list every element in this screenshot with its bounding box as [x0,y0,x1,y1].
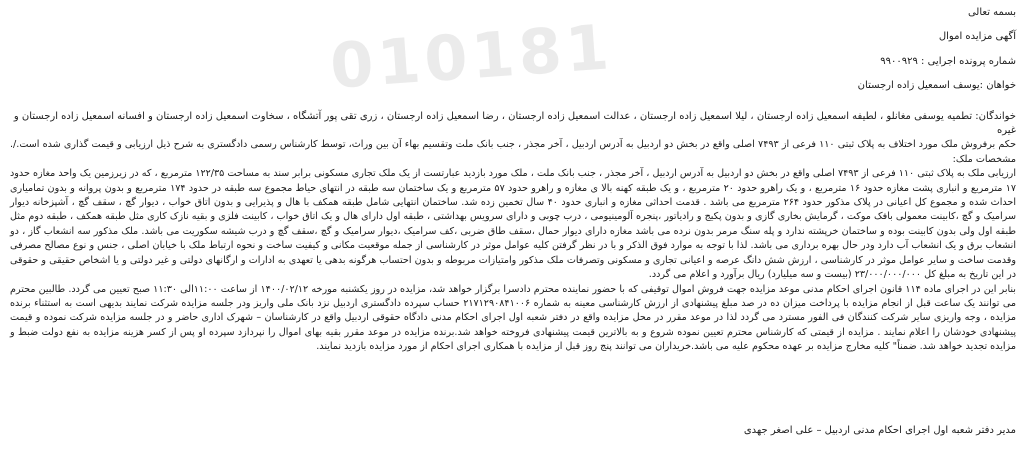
ruling-paragraph: حکم برفروش ملک مورد اختلاف به پلاک ثبتی ۱۱۰ فرعی از ۷۴۹۳ اصلی واقع در بخش دو اردبیل به آدرس اردبیل ، آخر مجذر ، جنب بانک ملت وتقسیم بهاء آن بین وراث، توسط کارشناس رسمی دادگستری به شرح ذیل ارزیابی و قیمت گذاری شده است./. مشخصات ملک: [10,139,1016,165]
case-number: شماره پرونده اجرایی : ۹۹۰۰۹۲۹ [880,55,1016,67]
defendants-line: خواندگان: تطمیه یوسفی مغانلو ، لطیفه اسمعیل زاده ارجستان ، لیلا اسمعیل زاده ارجستان ، عدالت اسمعیل زاده ارجستان ، رضا اسمعیل زاده ارجستان ، زری تقی پور آتشگاه ، سخاوت اسمعیل زاده ارجستان و افسانه اسمعیل زاده ارجستان و غیره [13,110,1016,137]
plaintiff-line: خواهان :یوسف اسمعیل زاده ارجستان [857,80,1016,92]
property-description: ارزیابی ملک به پلاک ثبتی ۱۱۰ فرعی از ۷۴۹۳ اصلی واقع در بخش دو اردبیل به آدرس اردبیل ، آخر مجذر ، جنب بانک ملت ، ملک مورد بازدید عبارتست از یک ملک تجاری مسکونی برابر سند به مساحت ۱۲۲/۳۵ مترمربع ، که در زیرزمین یک واحد مغازه حدود ۱۷ مترمربع و انباری پشت مغازه حدود ۱۶ مترمربع ، و یک راهرو حدود ۲۰ مترمربع ، و یک طبقه کهنه بالا ی مغازه و راهرو حدود ۵۷ مترمربع و یک ساختمان سه طبقه در انتهای حیاط مجموع سه طبقه در حدود ۱۷۴ مترمربع و بدون پروانه و بدون تمامیاری احداث شده و مجموع کل اعیانی در پلاک مذکور حدود ۲۶۴ مترمربع می باشد . قدمت احداثی مغازه و انباری حدود ۴۰ سال تخمین زده شد. ساختمان انتهایی شامل طبقه همکف با هال و پذیرایی و بدون اتاق خواب ، دیوار گچ ، سقف گچ ، آشپزخانه دیوار سرامیک و گچ ،کابینت معمولی بافک موکت ، گرمایش بخاری گازی و بدون پکیج و رادیاتور ،پنجره آلومینیومی ، درب چوبی و دارای سرویس بهداشتی ، طبقه اول دارای هال و یک اتاق خواب ، کابینت فلزی و بقیه نازک کاری مثل طبقه همکف ، طبقه دوم مثل طبقه اول ولی بدون کابینت بوده و ساختمان خرپشته ندارد و پله سنگ مرمر بدون نرده می باشد مغازه دارای دیوار حمال ،سقف طاق ضربی ،کف سرامیک ،دیوار سرامیک و گچ ،سقف گچ و درب شیشه سکوریت می باشد. ملک مذکور سه انشعاب گاز ، دو انشعاب برق و یک انشعاب آب دارد ودر حال بهره برداری می باشد. لذا با توجه به موارد فوق الذکر و با در نظر گرفتن کلیه عوامل موثر در کارشناسی از جمله موقعیت مکانی و کیفیت ساخت و نحوه ارتباط ملک با خیابان اصلی ، جنس و نوع مصالح مصرفی وقدمت ساخت و سایر عوامل موثر در کارشناسی ، ارزش شش دانگ عرصه و اعیانی تجاری و مسکونی وتصرفات ملک مذکور وامتیازات مربوطه و بدون احتساب هرگونه بدهی یا تعهدی به ادارات و ارگانهای دولتی و غیر دولتی و یا اشخاص حقیقی و حقوقی در این تاریخ به مبلغ کل ۲۳/۰۰۰/۰۰۰/۰۰۰ (بیست و سه میلیارد) ریال برآورد و اعلام می گردد. [10,168,1017,281]
signature-line: مدیر دفتر شعبه اول اجرای احکام مدنی اردبیل – علی اصغر جهدی [743,425,1016,436]
watermark-logo: 010181 [327,10,616,103]
notice-title: آگهی مزایده اموال [938,31,1016,43]
bismillah-heading: بسمه تعالی [967,7,1016,18]
auction-terms: بنابر این در اجرای ماده ۱۱۴ قانون اجرای احکام مدنی موعد مزایده جهت فروش اموال توقیفی که با حضور نماینده محترم دادسرا برگزار خواهد شد، مزایده در روز یکشنبه مورخه ۱۴۰۰/۰۲/۱۲ از ساعت ۱۱:۰۰الی ۱۱:۳۰ صبح تعیین می گردد. طالبین محترم می توانند یک ساعت قبل از انجام مزایده با پرداخت میزان ده در صد مبلغ پیشنهادی از ارزش کارشناسی معینه به شماره ۲۱۷۱۲۹۰۸۴۱۰۰۶ حساب سپرده دادگستری اردبیل نزد بانک ملی واریز ودر جلسه مزایده شرکت نمایند بدیهی است به استثناء برنده مزایده ، وجه واریزی سایر شرکت کنندگان فی الفور مسترد می گردد لذا در موعد مقرر در محل مزایده واقع در دفتر شعبه اول اجرای احکام مدنی دادگاه حقوقی اردبیل واقع در کارشناسان – شهرک اداری حاضر و در جلسه مزایده شرکت نموده و قیمت پیشنهادی خودشان را اعلام نمایند . مزایده از قیمتی که کارشناس محترم تعیین نموده شروع و به بالاترین قیمت پیشنهادی فروخته خواهد شد.برنده مزایده در موعد مقرر بقیه بهای اموال را نپردازد سپرده او پس از کسر هزینه مزایده به نفع دولت ضبط و مزایده تجدید خواهد شد. ضمناً" کلیه مخارج مزایده بر عهده محکوم علیه می باشد.خریداران می توانند پنج روز قبل از مزایده با همکاری اجرای احکام از مورد مزایده بازدید نمایند. [10,283,1016,353]
